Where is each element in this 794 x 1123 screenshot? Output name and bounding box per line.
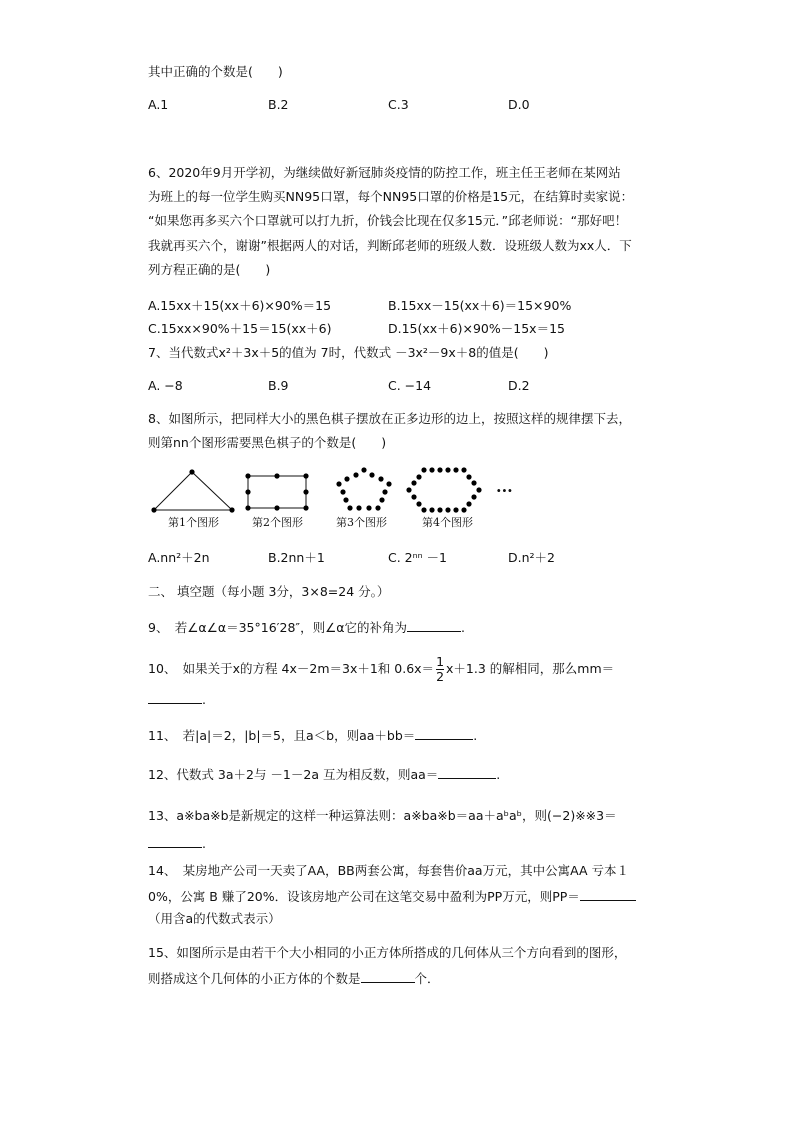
fraction bbox=[436, 655, 444, 684]
answer-blank bbox=[415, 726, 473, 740]
q8-option-c: C. 2ⁿⁿ －1 bbox=[388, 550, 448, 565]
q13-tail: . bbox=[202, 836, 206, 851]
answer-blank bbox=[580, 887, 636, 901]
q15-line-2-text: 则搭成这个几何体的小正方体的个数是 bbox=[148, 971, 361, 986]
q8-line-2: 则第nn个图形需要黑色棋子的个数是( ) bbox=[148, 435, 387, 450]
option-d: D.0 bbox=[508, 97, 530, 112]
stone bbox=[245, 489, 250, 494]
q6-line-5: 列方程正确的是( ) bbox=[148, 262, 271, 277]
option-b: B.2 bbox=[268, 97, 289, 112]
q10-tail: . bbox=[202, 692, 206, 707]
q15-line-2 bbox=[148, 969, 440, 988]
stone bbox=[245, 505, 250, 510]
q14-line-1: 14、 某房地产公司一天卖了AA，BB两套公寓，每套售价aa万元，其中公寓AA 亏本１ bbox=[148, 863, 630, 878]
answer-blank bbox=[148, 690, 202, 704]
q10-suffix: x＋1.3 的解相同，那么mm＝ bbox=[446, 661, 615, 676]
q6-option-b: B.15xx－15(xx＋6)＝15×90% bbox=[388, 298, 572, 313]
q7-stem: 7、当代数式x²＋3x＋5的值为 7时，代数式 －3x²－9x＋8的值是( ) bbox=[148, 345, 549, 360]
polygon-figures bbox=[150, 462, 530, 542]
answer-blank bbox=[438, 765, 496, 779]
stone bbox=[274, 505, 279, 510]
stone bbox=[303, 505, 308, 510]
q13: 13、a※ba※b是新规定的这样一种运算法则：a※ba※b＝aa＋aᵇaᵇ，则(−2)※※3＝ bbox=[148, 808, 617, 823]
pentagon-stones bbox=[336, 467, 391, 510]
answer-blank bbox=[407, 618, 461, 632]
q8-option-d: D.n²＋2 bbox=[508, 550, 555, 565]
answer-blank bbox=[361, 969, 415, 983]
fraction-denominator: 2 bbox=[436, 669, 445, 684]
q12-tail: . bbox=[496, 767, 501, 782]
answer-blank bbox=[148, 834, 202, 848]
caption-1: 第1个图形 bbox=[168, 516, 219, 529]
q8-line-1: 8、如图所示，把同样大小的黑色棋子摆放在正多边形的边上，按照这样的规律摆下去， bbox=[148, 411, 631, 426]
q7-option-c: C. −14 bbox=[388, 378, 432, 393]
triangle-shape bbox=[154, 472, 232, 510]
rectangle-shape bbox=[248, 476, 306, 508]
q10-prefix: 10、 如果关于x的方程 4x－2m＝3x＋1和 0.6x＝ bbox=[148, 661, 435, 676]
stone bbox=[151, 507, 156, 512]
q11-tail: . bbox=[473, 728, 478, 743]
fraction-numerator: 1 bbox=[436, 654, 445, 669]
stone bbox=[229, 507, 234, 512]
q6-option-d: D.15(xx＋6)×90%－15x＝15 bbox=[388, 321, 565, 336]
q14-line-2 bbox=[148, 887, 636, 906]
q12-text: 12、代数式 3a＋2与 －1－2a 互为相反数，则aa＝ bbox=[148, 767, 439, 782]
option-a: A.1 bbox=[148, 97, 169, 112]
q8-option-a: A.nn²＋2n bbox=[148, 550, 210, 565]
q7-option-a: A. −8 bbox=[148, 378, 183, 393]
q15-tail: 个． bbox=[414, 971, 440, 986]
question-tail: 其中正确的个数是( ) bbox=[148, 64, 283, 79]
stone bbox=[189, 469, 194, 474]
q14-line-3: （用含a的代数式表示） bbox=[148, 911, 281, 926]
q7-option-d: D.2 bbox=[508, 378, 530, 393]
q7-option-b: B.9 bbox=[268, 378, 289, 393]
q6-line-4: 我就再买六个，谢谢”根据两人的对话，判断邱老师的班级人数．设班级人数为xx人．下 bbox=[148, 238, 632, 253]
q9-text: 9、 若∠α∠α＝35°16′28″，则∠α它的补角为 bbox=[148, 620, 408, 635]
q6-line-2: 为班上的每一位学生购买NN95口罩，每个NN95口罩的价格是15元，在结算时卖家说： bbox=[148, 189, 634, 204]
caption-4: 第4个图形 bbox=[422, 516, 473, 529]
q9 bbox=[148, 618, 465, 637]
q6-option-c: C.15xx×90%＋15＝15(xx＋6) bbox=[148, 321, 332, 336]
q12 bbox=[148, 765, 500, 784]
q9-tail: . bbox=[461, 620, 465, 635]
q13-blank-line bbox=[148, 834, 206, 853]
q11 bbox=[148, 726, 477, 745]
stone bbox=[274, 473, 279, 478]
stone bbox=[303, 473, 308, 478]
q6-line-3: “如果您再多买六个口罩就可以打九折，价钱会比现在仅多15元．”邱老师说：“那好吧！ bbox=[148, 213, 628, 228]
q14-line-2-text: 0%，公寓 B 赚了20%．设该房地产公司在这笔交易中盈利为PP万元，则PP＝ bbox=[148, 889, 580, 904]
q10 bbox=[148, 655, 614, 684]
q6-line-1: 6、2020年9月开学初，为继续做好新冠肺炎疫情的防控工作，班主任王老师在某网站 bbox=[148, 165, 621, 180]
stone bbox=[245, 473, 250, 478]
q11-text: 11、 若|a|＝2，|b|＝5，且a＜b，则aa＋bb＝ bbox=[148, 728, 416, 743]
stone bbox=[303, 489, 308, 494]
q15-line-1: 15、如图所示是由若干个大小相同的小正方体所搭成的几何体从三个方向看到的图形， bbox=[148, 945, 627, 960]
q10-blank-line bbox=[148, 690, 206, 709]
option-c: C.3 bbox=[388, 97, 409, 112]
section-heading: 二、 填空题（每小题 3分，3×8=24 分。） bbox=[148, 584, 390, 599]
ellipsis: ··· bbox=[496, 481, 513, 500]
hexagon-stones bbox=[406, 467, 481, 512]
q8-option-b: B.2nn＋1 bbox=[268, 550, 325, 565]
caption-2: 第2个图形 bbox=[252, 516, 303, 529]
caption-3: 第3个图形 bbox=[336, 516, 387, 529]
q6-option-a: A.15xx＋15(xx＋6)×90%＝15 bbox=[148, 298, 332, 313]
